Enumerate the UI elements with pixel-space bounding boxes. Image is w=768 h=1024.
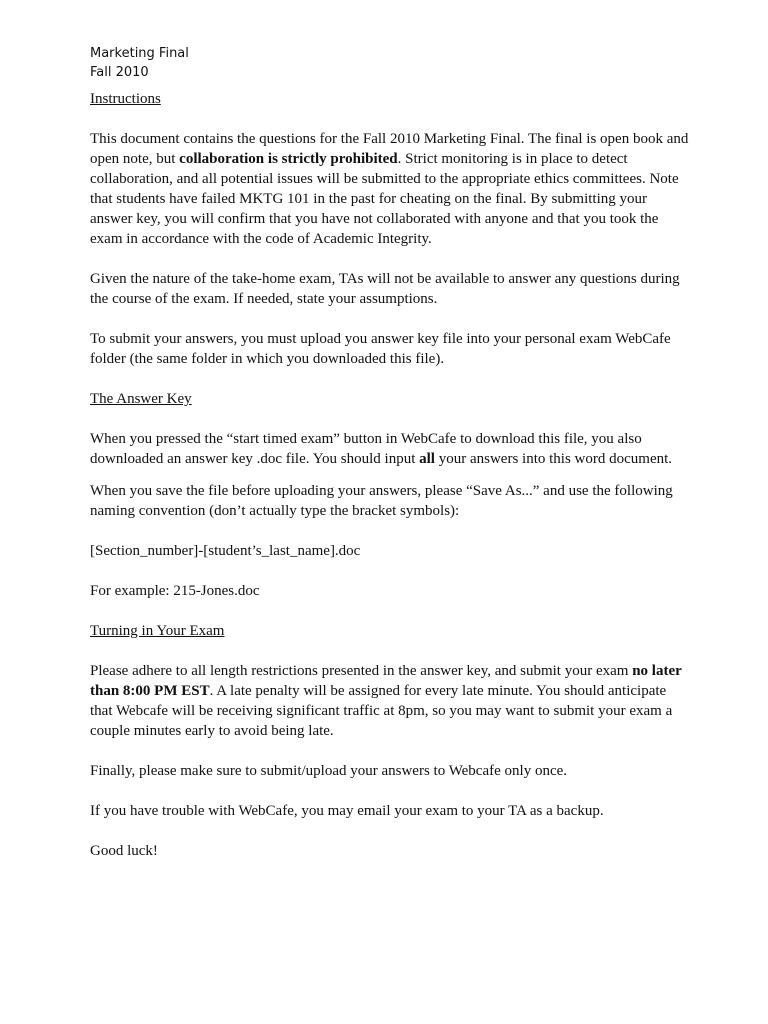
turning-in-heading: Turning in Your Exam [90, 623, 225, 639]
instructions-heading: Instructions [90, 91, 161, 107]
course-title: Marketing Final [90, 46, 189, 61]
naming-convention: [Section_number]-[student’s_last_name].doc [90, 543, 361, 559]
collaboration-warning: collaboration is strictly prohibited [179, 151, 398, 167]
answer-key-heading: The Answer Key [90, 391, 192, 407]
document-header [90, 44, 189, 82]
course-term: Fall 2010 [90, 65, 149, 80]
instructions-paragraph-2: Given the nature of the take-home exam, TAs will not be available to answer any questions during the course of the exam. If needed, state your assumptions. [90, 271, 680, 307]
deadline-emphasis: no later than 8:00 PM EST [90, 663, 682, 699]
turning-in-paragraph-1: Please adhere to all length restrictions presented in the answer key, and submit your exam no later than 8:00 PM EST. A late penalty will be assigned for every late minute. You should anticipate that Webcafe will be receiving significant traffic at 8pm, so you may want to submit your exam a couple minutes early to avoid being late. [90, 663, 682, 739]
instructions-paragraph-3: To submit your answers, you must upload you answer key file into your personal exam WebCafe folder (the same folder in which you downloaded this file). [90, 331, 671, 367]
all-emphasis: all [419, 451, 435, 467]
answer-key-paragraph-2: When you save the file before uploading your answers, please “Save As...” and use the following naming convention (don’t actually type the bracket symbols): [90, 483, 673, 519]
turning-in-paragraph-3: If you have trouble with WebCafe, you may email your exam to your TA as a backup. [90, 803, 604, 819]
naming-example: For example: 215-Jones.doc [90, 583, 260, 599]
turning-in-paragraph-2: Finally, please make sure to submit/upload your answers to Webcafe only once. [90, 763, 568, 779]
instructions-paragraph-1: This document contains the questions for the Fall 2010 Marketing Final. The final is open book and open note, but collaboration is strictly prohibited. Strict monitoring is in place to detect collaboration, and all potential issues will be submitted to the appropriate ethics committees. Note that students have failed MKTG 101 in the past for cheating on the final. By submitting your answer key, you will confirm that you have not collaborated with anyone and that you took the exam in accordance with the code of Academic Integrity. [90, 131, 689, 247]
closing-line: Good luck! [90, 843, 158, 859]
answer-key-paragraph-1: When you pressed the “start timed exam” button in WebCafe to download this file, you also downloaded an answer key .doc file. You should input all your answers into this word document. [90, 431, 673, 467]
document-body [90, 89, 690, 881]
